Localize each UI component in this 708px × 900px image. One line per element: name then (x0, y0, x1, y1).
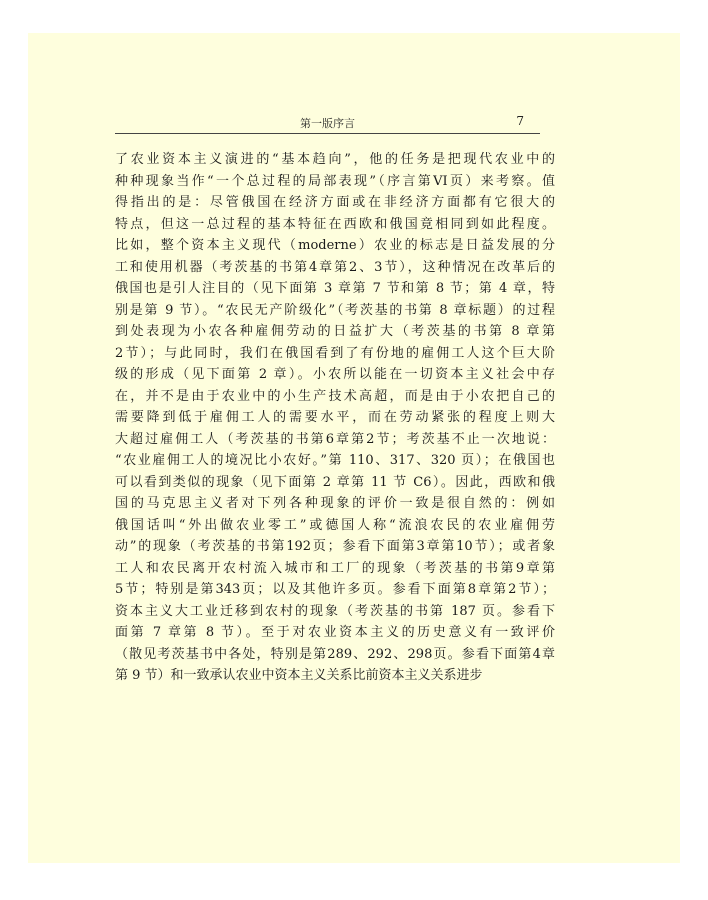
text-line: 别是第 9 节）。“农民无产阶级化”（考茨基的书第 8 章标题）的过程 (115, 302, 555, 318)
text-line: 俄国也是引人注目的（见下面第 3 章第 7 节和第 8 节；第 4 章，特 (115, 281, 555, 296)
text-line: 到处表现为小农各种雇佣劳动的日益扩大（考茨基的书第 8 章第 (115, 324, 555, 339)
text-line: 工人和农民离开农村流入城市和工厂的现象（考茨基的书第9章第 (115, 560, 555, 576)
text-line: （散见考茨基书中各处，特别是第289、292、298页。参看下面第4章 (115, 646, 555, 662)
body-text (115, 149, 555, 687)
text-line: 得指出的是：尽管俄国在经济方面或在非经济方面都有它很大的 (115, 195, 555, 210)
page-number: 7 (516, 114, 524, 128)
text-line: 需要降到低于雇佣工人的需要水平，而在劳动紧张的程度上则大 (115, 410, 555, 425)
text-line: 了农业资本主义演进的“基本趋向”，他的任务是把现代农业中的 (115, 152, 555, 167)
text-line: 级的形成（见下面第 2 章）。小农所以能在一切资本主义社会中存 (115, 367, 555, 382)
running-header (115, 113, 540, 134)
chapter-title: 第一版序言 (300, 117, 355, 130)
text-line: “农业雇佣工人的境况比小农好。”第 110、317、320 页）；在俄国也 (115, 453, 555, 468)
text-line: 面第 7 章第 8 节）。至于对农业资本主义的历史意义有一致评价 (115, 625, 555, 640)
text-line: 5节；特别是第343页；以及其他许多页。参看下面第8章第2节）； (115, 582, 555, 597)
text-line: 可以看到类似的现象（见下面第 2 章第 11 节 C6）。因此，西欧和俄 (115, 474, 555, 490)
text-line: 第 9 节）和一致承认农业中资本主义关系比前资本主义关系进步 (115, 668, 483, 683)
text-line: 动”的现象（考茨基的书第192页；参看下面第3章第10节）；或者象 (115, 539, 555, 554)
text-line: 国的马克思主义者对下列各种现象的评价一致是很自然的：例如 (115, 496, 555, 511)
text-line: 大超过雇佣工人（考茨基的书第6章第2节；考茨基不止一次地说： (115, 431, 555, 447)
text-line: 俄国话叫“外出做农业零工”或德国人称“流浪农民的农业雇佣劳 (115, 517, 555, 533)
text-line: 特点，但这一总过程的基本特征在西欧和俄国竟相同到如此程度。 (115, 216, 555, 232)
text-line: 资本主义大工业迁移到农村的现象（考茨基的书第 187 页。参看下 (115, 603, 555, 619)
text-line: 比如，整个资本主义现代（moderne）农业的标志是日益发展的分 (115, 238, 555, 253)
text-line: 工和使用机器（考茨基的书第4章第2、3节），这种情况在改革后的 (115, 259, 555, 275)
text-line: 2节）；与此同时，我们在俄国看到了有份地的雇佣工人这个巨大阶 (115, 345, 555, 361)
text-line: 在，并不是由于农业中的小生产技术高超，而是由于小农把自己的 (115, 388, 555, 404)
text-line: 种种现象当作“一个总过程的局部表现”（序言第VI页）来考察。值 (115, 173, 555, 189)
